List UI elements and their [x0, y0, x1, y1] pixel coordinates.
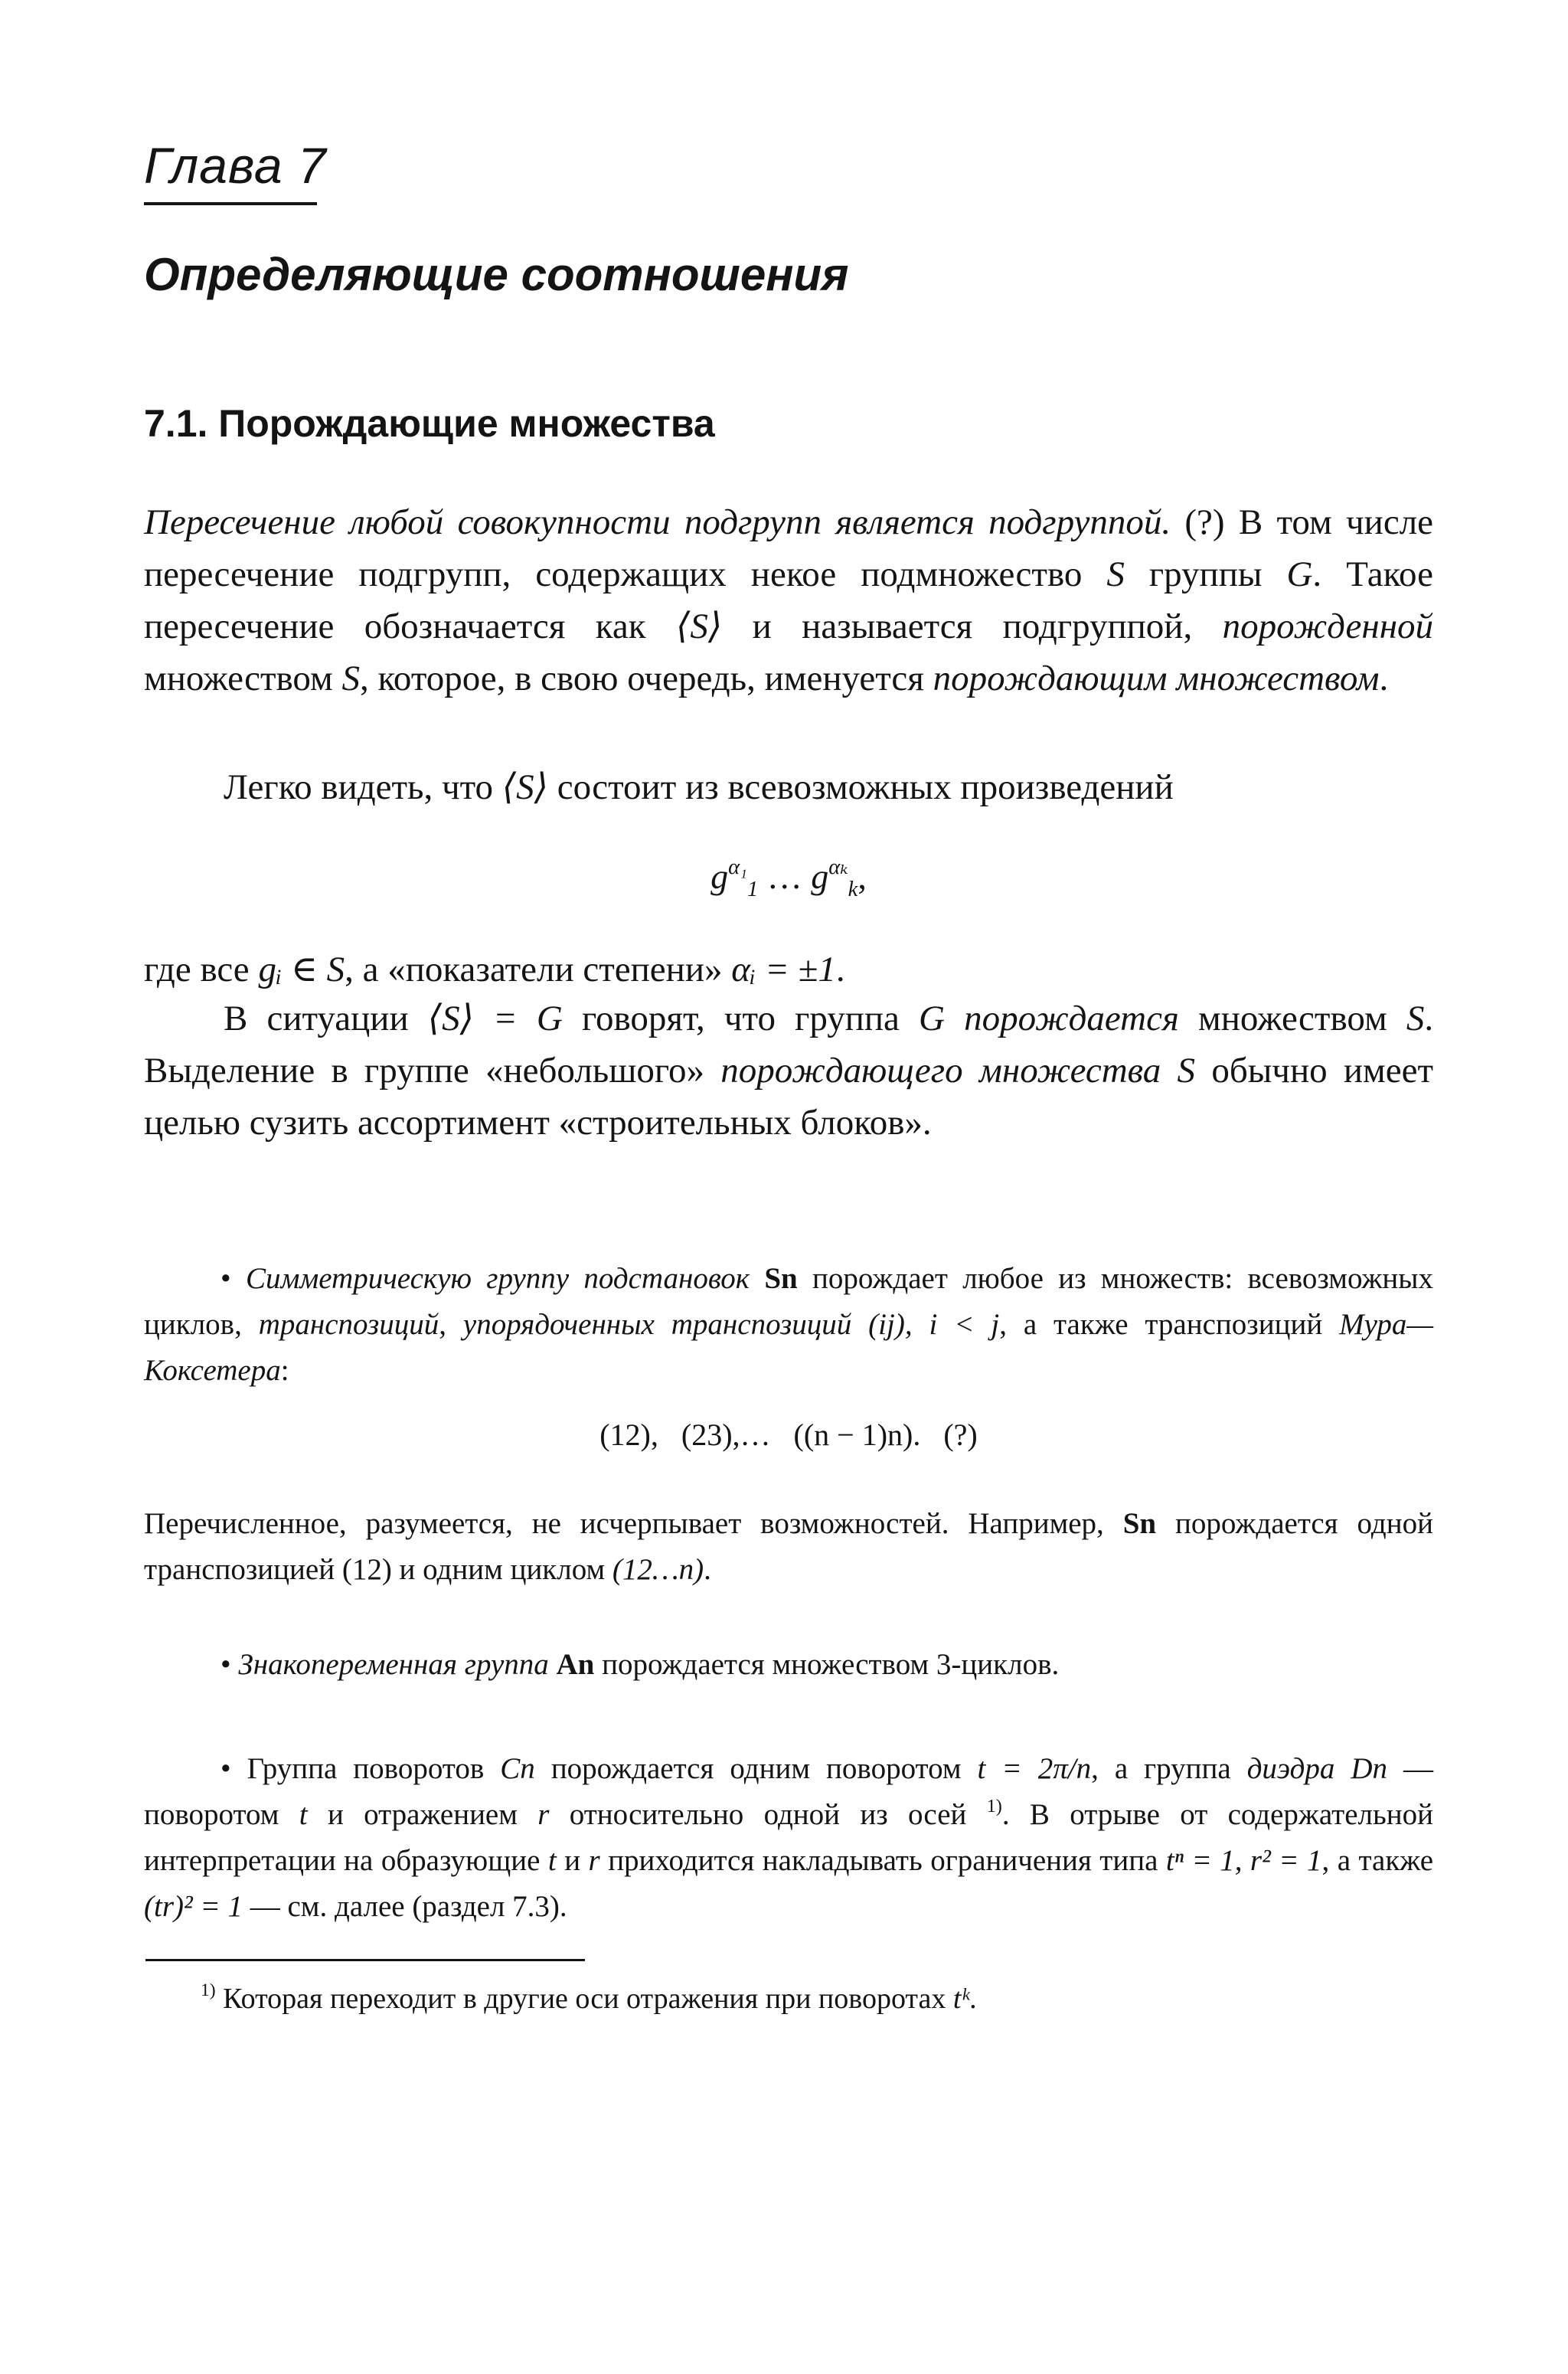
text-run: обычно имеет целью сузить ассортимент «строительных блоков». — [144, 1051, 1434, 1143]
math-symbol: S — [1406, 999, 1425, 1038]
math-cycle: (12…n) — [612, 1553, 704, 1586]
text-run: относительно одной из осей — [569, 1798, 967, 1831]
math-symbol: tᵏ — [952, 1983, 970, 2015]
text-run: В том числе пересечение подгрупп, содержащих некое подмножество — [144, 502, 1434, 594]
formula-product — [144, 855, 1433, 902]
math-membership: gᵢ ∈ S — [258, 950, 345, 989]
text-run: , а «показатели степени» — [345, 950, 723, 989]
chapter-label: Глава 7 — [144, 137, 327, 194]
math-symbol: S — [341, 659, 360, 698]
text-run: , которое, в свою очередь, именуется — [359, 659, 924, 698]
term-is-generated: порождается — [964, 999, 1179, 1038]
footnote-text: Которая переходит в другие оси отражения при поворотах — [223, 1983, 946, 2015]
term-symmetric-group: Симметрическую группу подстановок — [245, 1262, 750, 1295]
footnote — [201, 1976, 977, 2022]
text-run: множеством — [1197, 999, 1387, 1038]
text-run: Перечисленное, разумеется, не исчерпывает возможностей. Например, — [144, 1507, 1104, 1540]
bullet-marker: • — [220, 1648, 231, 1681]
text-run: — поворотом — [144, 1752, 1434, 1831]
exponent: α₁ — [728, 855, 748, 879]
term-dihedral: диэдра — [1246, 1752, 1335, 1785]
math-symbol: G — [919, 999, 945, 1038]
text-run: Легко видеть, что — [224, 767, 494, 807]
text-run: и — [564, 1844, 581, 1877]
paragraph-products — [144, 761, 1433, 813]
math-symbol: g — [710, 857, 729, 896]
punctuation: , — [858, 857, 867, 896]
math-symbol: Cn — [500, 1752, 535, 1785]
math-symbol: G — [1286, 554, 1313, 594]
math-condition: (ij), i < j — [868, 1308, 1000, 1341]
lead-sentence: Пересечение любой совокупности подгрупп является подгруппой. — [144, 502, 1171, 542]
text-run: , а группа — [1091, 1752, 1231, 1785]
bullet-alternating-group — [144, 1642, 1433, 1688]
math-generated-subgroup: ⟨S⟩ — [675, 607, 723, 646]
text-run: : — [280, 1354, 289, 1387]
footnote-mark: 1) — [201, 1980, 216, 2000]
footnote-reference[interactable]: 1) — [986, 1795, 1002, 1816]
term-generating-set: порождающим множеством — [933, 659, 1380, 698]
math-symbol: An — [556, 1648, 595, 1681]
chapter-title: Определяющие соотношения — [144, 249, 849, 300]
text-run: состоит из всевозможных произведений — [557, 767, 1174, 807]
punctuation: . — [969, 1983, 977, 2015]
text-run: . — [704, 1553, 711, 1586]
formula-transpositions: (12), (23),… ((n − 1)n). (?) — [599, 1418, 978, 1452]
index: k — [848, 878, 858, 902]
text-run: порождается одним поворотом — [550, 1752, 962, 1785]
footnote-separator — [145, 1959, 585, 1961]
text-run: , — [439, 1308, 446, 1341]
text-run: и отражением — [327, 1798, 518, 1831]
math-symbol: Sn — [1122, 1507, 1157, 1540]
text-run: , а также — [1321, 1844, 1434, 1877]
math-rotation: t = 2π/n — [977, 1752, 1092, 1785]
math-symbol: r — [537, 1798, 550, 1831]
math-symbol: S — [1177, 1051, 1196, 1091]
index: 1 — [747, 878, 759, 902]
text-run: группы — [1148, 554, 1263, 594]
text-run: . Такое пересечение обозначается как — [144, 554, 1433, 646]
math-constraint: (tr)² = 1 — [144, 1890, 243, 1923]
bullet-rotation-dihedral — [144, 1746, 1433, 1930]
term-transpositions: транспозиций — [258, 1308, 439, 1341]
text-run: В ситуации — [224, 999, 409, 1038]
term-ordered-transpositions: упорядоченных транспозиций — [462, 1308, 852, 1341]
text-run: и называется подгруппой, — [752, 607, 1193, 646]
term-generated: порожденной — [1222, 607, 1434, 646]
math-symbol: g — [811, 857, 829, 896]
text-run: . — [835, 950, 845, 989]
bullet-symmetric-group — [144, 1256, 1433, 1394]
bullet-marker: • — [220, 1262, 231, 1295]
text-run: порождается одной транспозицией (12) и одним циклом — [144, 1507, 1434, 1586]
text-run: приходится накладывать ограничения типа — [608, 1844, 1158, 1877]
section-title: 7.1. Порождающие множества — [144, 402, 715, 445]
text-run: , а также транспозиций — [999, 1308, 1323, 1341]
math-symbol: Dn — [1351, 1752, 1388, 1785]
term-moore-coxeter: Мура—Коксетера — [144, 1308, 1434, 1387]
paragraph-generation — [144, 992, 1433, 1149]
math-exponent-condition: αᵢ = ±1 — [731, 950, 836, 989]
ellipsis: … — [766, 857, 802, 896]
text-run: где все — [144, 950, 250, 989]
term-generating-set: порождающего множества — [720, 1051, 1161, 1091]
text-run: . Выделение в группе «небольшого» — [144, 999, 1434, 1091]
text-run: Группа поворотов — [247, 1752, 485, 1785]
text-run: множеством — [144, 659, 333, 698]
term-alternating-group: Знакопеременная группа — [238, 1648, 549, 1681]
math-symbol: t — [299, 1798, 308, 1831]
paragraph-intro — [144, 496, 1433, 705]
math-equation: ⟨S⟩ = G — [427, 999, 563, 1038]
math-symbol: Sn — [764, 1262, 798, 1295]
math-symbol: S — [1106, 554, 1125, 594]
text-run: говорят, что группа — [581, 999, 900, 1038]
math-generated-subgroup: ⟨S⟩ — [501, 767, 548, 807]
exponent: αₖ — [828, 855, 848, 879]
math-constraints: tⁿ = 1, r² = 1 — [1165, 1844, 1322, 1877]
text-run: . В отрыве от содержательной интерпретации на образующие — [144, 1798, 1434, 1877]
text-run: . — [1379, 659, 1389, 698]
bullet-symmetric-group-continued — [144, 1501, 1433, 1593]
math-symbol: r — [588, 1844, 600, 1877]
text-run: — см. далее (раздел 7.3). — [250, 1890, 567, 1923]
bullet-marker: • — [220, 1752, 231, 1785]
text-run: порождает любое из множеств: всевозможных циклов, — [144, 1262, 1433, 1341]
paragraph-exponents — [144, 943, 1433, 996]
chapter-underline — [144, 202, 317, 205]
math-symbol: t — [547, 1844, 557, 1877]
text-run: порождается множеством 3-циклов. — [602, 1648, 1060, 1681]
exercise-mark: (?) — [1184, 502, 1225, 542]
